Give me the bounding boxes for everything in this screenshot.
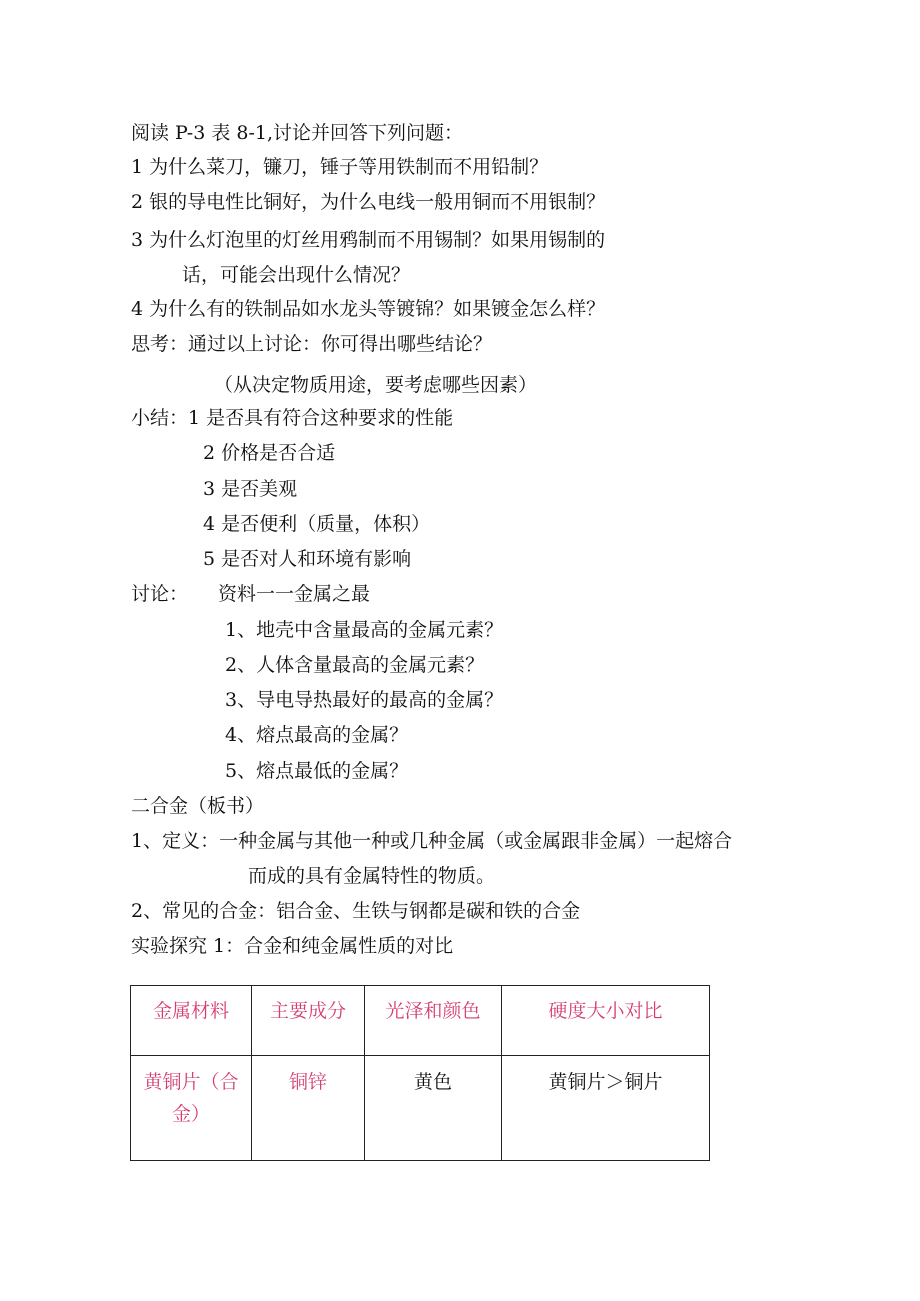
discussion-item-4: 4、熔点最高的金属？: [225, 724, 409, 746]
question-3: 3 为什么灯泡里的灯丝用鸦制而不用锡制？如果用锡制的: [131, 229, 606, 251]
cell-material-line1: 黄铜片（合: [143, 1071, 239, 1093]
question-3-continued: 话，可能会出现什么情况？: [182, 264, 411, 286]
discussion-item-1: 1、地壳中含量最高的金属元素？: [225, 619, 504, 641]
discussion-item-5: 5、熔点最低的金属？: [225, 760, 409, 782]
alloy-definition-line1: 1、定义：一种金属与其他一种或几种金属（或金属跟非金属）一起熔合: [131, 830, 733, 852]
discussion-item-2: 2、人体含量最高的金属元素？: [225, 654, 485, 676]
alloy-heading: 二合金（板书）: [131, 795, 265, 817]
cell-composition: 铜锌: [252, 1056, 365, 1161]
thinking-hint: （从决定物质用途，要考虑哪些因素）: [214, 374, 538, 396]
header-composition: 主要成分: [252, 986, 365, 1056]
alloy-definition-line2: 而成的具有金属特性的物质。: [248, 865, 496, 887]
thinking-question: 思考：通过以上讨论：你可得出哪些结论？: [131, 333, 493, 355]
experiment-title: 实验探究 1：合金和纯金属性质的对比: [131, 935, 454, 957]
header-material: 金属材料: [131, 986, 252, 1056]
discussion-label: 讨论：: [131, 583, 189, 605]
summary-first: 小结：1 是否具有符合这种要求的性能: [131, 407, 454, 429]
cell-hardness: 黄铜片＞铜片: [502, 1056, 710, 1161]
question-4: 4 为什么有的铁制品如水龙头等镀锦？如果镀金怎么样？: [131, 298, 606, 320]
summary-item-3: 3 是否美观: [203, 478, 298, 500]
cell-material: [131, 1056, 252, 1161]
summary-item-2: 2 价格是否合适: [203, 442, 336, 464]
summary-item-5: 5 是否对人和环境有影响: [203, 548, 412, 570]
discussion-item-3: 3、导电导热最好的最高的金属？: [225, 689, 504, 711]
header-color: 光泽和颜色: [365, 986, 502, 1056]
question-2: 2 银的导电性比铜好，为什么电线一般用铜而不用银制？: [131, 191, 606, 213]
header-hardness: 硬度大小对比: [502, 986, 710, 1056]
summary-item-4: 4 是否便利（质量，体积）: [203, 513, 431, 535]
cell-material-line2: 金）: [171, 1103, 210, 1125]
table-header-row: [131, 986, 710, 1056]
intro-line: 阅读 P-3 表 8-1,讨论并回答下列问题：: [131, 122, 464, 144]
table-row: [131, 1056, 710, 1161]
question-1: 1 为什么菜刀，镰刀，锤子等用铁制而不用铅制？: [131, 156, 549, 178]
comparison-table: [130, 985, 710, 1161]
alloy-common: 2、常见的合金：铝合金、生铁与钢都是碳和铁的合金: [131, 900, 581, 922]
discussion-title: 资料一一金属之最: [218, 583, 371, 605]
cell-color: 黄色: [365, 1056, 502, 1161]
